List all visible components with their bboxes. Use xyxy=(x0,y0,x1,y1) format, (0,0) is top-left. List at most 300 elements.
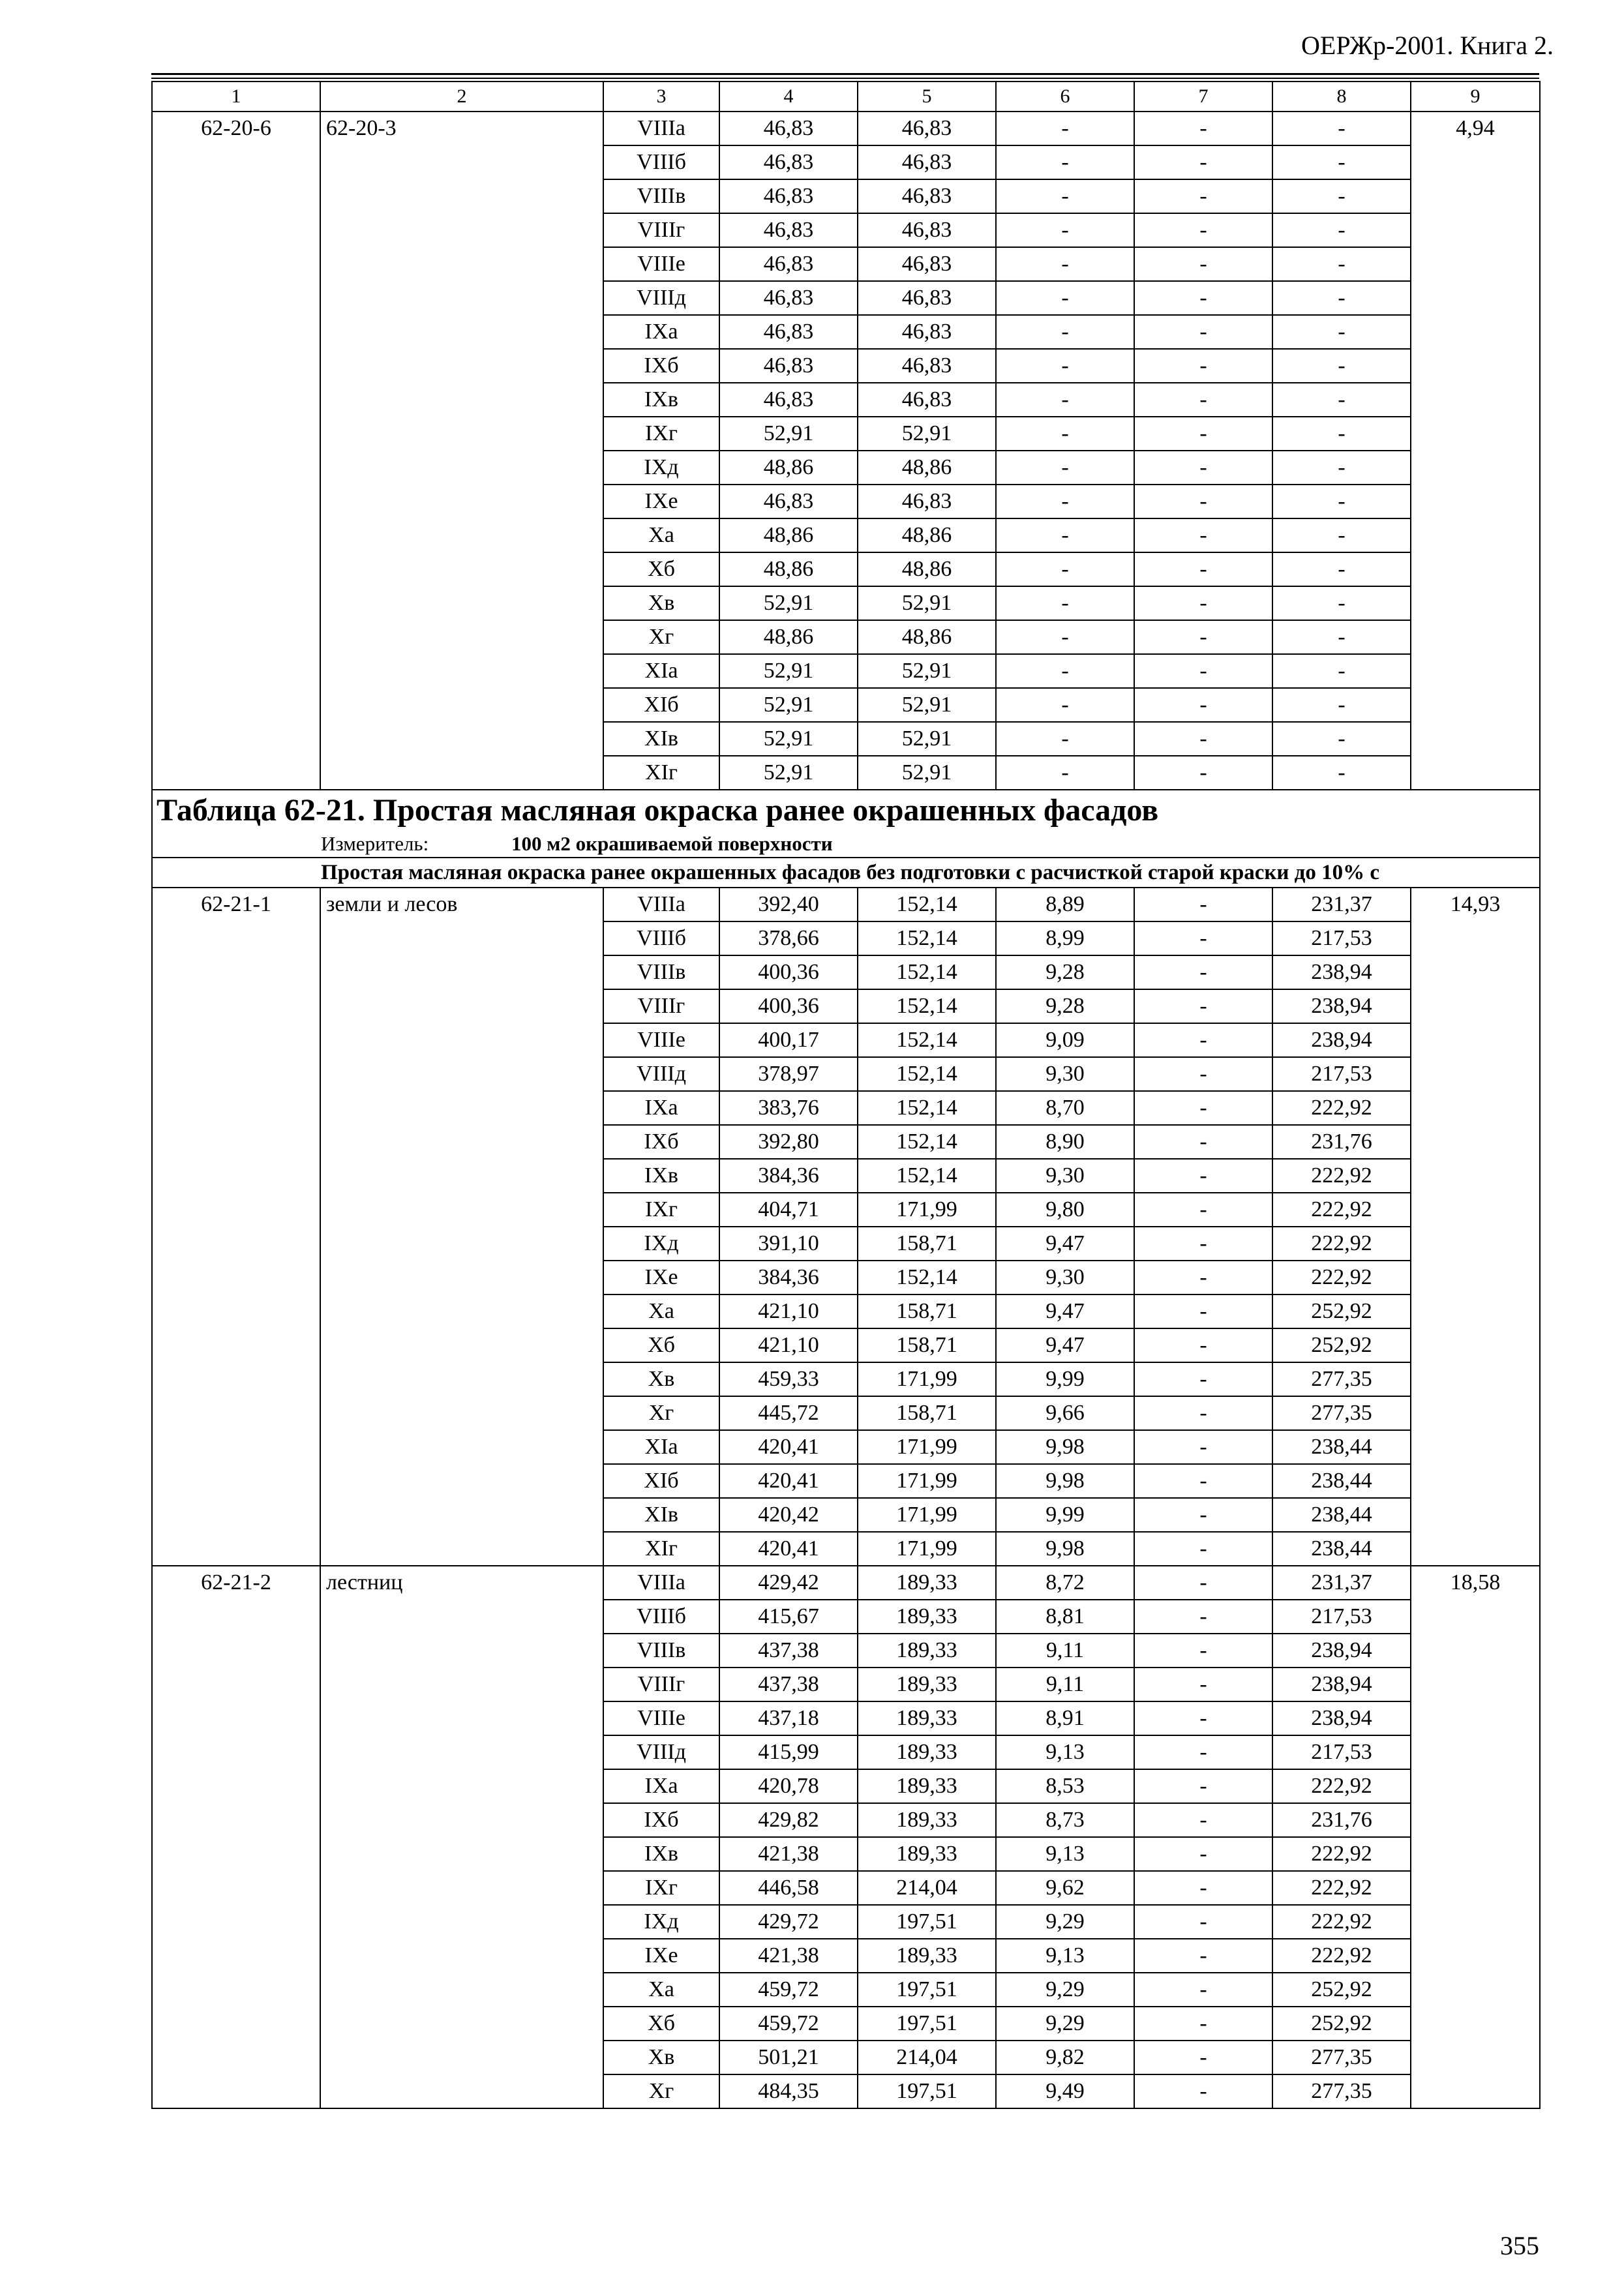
value-cell: 152,14 xyxy=(858,1261,996,1294)
value-cell: 9,66 xyxy=(996,1396,1134,1430)
value-cell: XIб xyxy=(603,1464,719,1498)
item-name: лестниц xyxy=(320,1566,603,2108)
value-cell: - xyxy=(1134,1532,1272,1566)
value-cell: - xyxy=(1134,2041,1272,2074)
column-number: 8 xyxy=(1272,82,1411,112)
value-cell: 415,67 xyxy=(719,1600,858,1634)
value-cell: - xyxy=(996,112,1134,145)
item-code: 62-21-2 xyxy=(152,1566,320,2108)
page-number: 355 xyxy=(1500,2231,1539,2260)
value-cell: 152,14 xyxy=(858,1091,996,1125)
value-cell: Xб xyxy=(603,1328,719,1362)
value-cell: 217,53 xyxy=(1272,1600,1411,1634)
value-cell: 252,92 xyxy=(1272,1328,1411,1362)
value-cell: 48,86 xyxy=(719,518,858,552)
value-cell: 459,72 xyxy=(719,1973,858,2007)
column-number: 3 xyxy=(603,82,719,112)
value-cell: 217,53 xyxy=(1272,921,1411,955)
meter-label: Измеритель: xyxy=(321,832,429,855)
value-cell: - xyxy=(996,586,1134,620)
section-subtitle: Простая масляная окраска ранее окрашенных фасадов без подготовки с расчисткой старой краски до 10% с xyxy=(152,858,1540,888)
value-cell: 197,51 xyxy=(858,1905,996,1939)
column-number: 4 xyxy=(719,82,858,112)
value-cell: 152,14 xyxy=(858,1125,996,1159)
value-cell: 277,35 xyxy=(1272,1396,1411,1430)
table-title-row xyxy=(152,790,1540,831)
value-cell: 222,92 xyxy=(1272,1193,1411,1227)
value-cell: 222,92 xyxy=(1272,1905,1411,1939)
value-cell: 378,97 xyxy=(719,1057,858,1091)
value-cell: 158,71 xyxy=(858,1396,996,1430)
value-cell: 429,42 xyxy=(719,1566,858,1600)
value-cell: - xyxy=(996,518,1134,552)
value-cell: XIб xyxy=(603,688,719,722)
value-cell: 277,35 xyxy=(1272,2041,1411,2074)
value-cell: - xyxy=(1134,1328,1272,1362)
value-cell: IXб xyxy=(603,349,719,383)
value-cell: 8,99 xyxy=(996,921,1134,955)
value-cell: 46,83 xyxy=(719,281,858,315)
value-cell: 222,92 xyxy=(1272,1159,1411,1193)
value-cell: 8,91 xyxy=(996,1701,1134,1735)
value-cell: 252,92 xyxy=(1272,1294,1411,1328)
value-cell: 8,90 xyxy=(996,1125,1134,1159)
value-cell: - xyxy=(1134,1261,1272,1294)
value-cell: - xyxy=(1134,417,1272,451)
value-cell: 420,41 xyxy=(719,1532,858,1566)
value-cell: VIIIг xyxy=(603,989,719,1023)
value-cell: - xyxy=(1134,620,1272,654)
value-cell: 171,99 xyxy=(858,1430,996,1464)
column-number-row xyxy=(152,82,1540,112)
value-cell: 222,92 xyxy=(1272,1091,1411,1125)
value-cell: 171,99 xyxy=(858,1464,996,1498)
value-cell: 384,36 xyxy=(719,1261,858,1294)
value-cell: 222,92 xyxy=(1272,1837,1411,1871)
value-cell: 238,44 xyxy=(1272,1464,1411,1498)
value-cell: - xyxy=(1134,281,1272,315)
value-cell: - xyxy=(1272,586,1411,620)
value-cell: - xyxy=(1272,552,1411,586)
value-cell: 9,28 xyxy=(996,955,1134,989)
value-cell: - xyxy=(996,451,1134,485)
value-cell: - xyxy=(996,179,1134,213)
item-name: земли и лесов xyxy=(320,888,603,1566)
value-cell: VIIIа xyxy=(603,888,719,921)
value-cell: 501,21 xyxy=(719,2041,858,2074)
value-cell: - xyxy=(1134,1023,1272,1057)
value-cell: 217,53 xyxy=(1272,1057,1411,1091)
value-cell: Xв xyxy=(603,586,719,620)
value-cell: 46,83 xyxy=(719,112,858,145)
value-cell: 46,83 xyxy=(719,485,858,518)
value-cell: VIIIб xyxy=(603,145,719,179)
value-cell: IXе xyxy=(603,1939,719,1973)
value-cell: 52,91 xyxy=(719,417,858,451)
value-cell: 238,94 xyxy=(1272,1668,1411,1701)
value-cell: - xyxy=(1272,451,1411,485)
value-cell: - xyxy=(996,654,1134,688)
value-cell: 152,14 xyxy=(858,1057,996,1091)
value-cell: 9,99 xyxy=(996,1498,1134,1532)
column-number: 6 xyxy=(996,82,1134,112)
value-cell: 46,83 xyxy=(719,179,858,213)
value-cell: 9,98 xyxy=(996,1532,1134,1566)
value-cell: - xyxy=(1134,1193,1272,1227)
value-cell: - xyxy=(996,383,1134,417)
value-cell: 384,36 xyxy=(719,1159,858,1193)
value-cell: 48,86 xyxy=(858,451,996,485)
value-cell: - xyxy=(1134,1498,1272,1532)
value-cell: - xyxy=(1134,1735,1272,1769)
value-cell: 421,10 xyxy=(719,1294,858,1328)
value-cell: - xyxy=(1272,417,1411,451)
column-number: 7 xyxy=(1134,82,1272,112)
column-number: 9 xyxy=(1411,82,1540,112)
value-cell: 392,40 xyxy=(719,888,858,921)
value-cell: 9,47 xyxy=(996,1294,1134,1328)
value-cell: - xyxy=(996,349,1134,383)
value-cell: - xyxy=(1134,349,1272,383)
value-cell: 46,83 xyxy=(858,179,996,213)
value-cell: - xyxy=(1134,2007,1272,2041)
value-cell: 391,10 xyxy=(719,1227,858,1261)
value-cell: - xyxy=(1272,281,1411,315)
value-cell: VIIIд xyxy=(603,1735,719,1769)
value-cell: - xyxy=(1134,888,1272,921)
value-cell: - xyxy=(1272,315,1411,349)
value-cell: - xyxy=(1134,247,1272,281)
subtitle-row xyxy=(152,858,1540,888)
value-cell: 46,83 xyxy=(858,485,996,518)
value-cell: - xyxy=(1134,586,1272,620)
value-cell: 46,83 xyxy=(719,213,858,247)
value-cell: - xyxy=(1134,1430,1272,1464)
value-cell: - xyxy=(1272,349,1411,383)
value-cell: - xyxy=(1134,1905,1272,1939)
value-cell: 400,17 xyxy=(719,1023,858,1057)
value-cell: XIа xyxy=(603,654,719,688)
value-cell: - xyxy=(996,722,1134,756)
value-cell: 238,94 xyxy=(1272,1023,1411,1057)
value-cell: VIIIа xyxy=(603,1566,719,1600)
value-cell: - xyxy=(1134,688,1272,722)
value-cell: 158,71 xyxy=(858,1227,996,1261)
value-cell: 48,86 xyxy=(858,518,996,552)
value-cell: 52,91 xyxy=(719,654,858,688)
value-cell: 189,33 xyxy=(858,1837,996,1871)
value-cell: - xyxy=(1134,1159,1272,1193)
value-cell: 231,37 xyxy=(1272,1566,1411,1600)
value-cell: 46,83 xyxy=(719,315,858,349)
value-cell: 52,91 xyxy=(858,722,996,756)
value-cell: - xyxy=(1272,179,1411,213)
value-cell: Xг xyxy=(603,620,719,654)
value-cell: - xyxy=(1134,1057,1272,1091)
value-cell: - xyxy=(1272,722,1411,756)
value-cell: IXг xyxy=(603,1193,719,1227)
value-cell: 9,30 xyxy=(996,1057,1134,1091)
value-cell: - xyxy=(1134,1803,1272,1837)
value-cell: 459,33 xyxy=(719,1362,858,1396)
value-cell: - xyxy=(1134,722,1272,756)
value-cell: VIIIд xyxy=(603,281,719,315)
value-cell: - xyxy=(1134,1634,1272,1668)
value-cell: 9,28 xyxy=(996,989,1134,1023)
value-cell: Xг xyxy=(603,2074,719,2108)
value-cell: - xyxy=(1134,1871,1272,1905)
value-cell: 400,36 xyxy=(719,989,858,1023)
value-cell: 222,92 xyxy=(1272,1871,1411,1905)
value-cell: - xyxy=(996,213,1134,247)
value-cell: 197,51 xyxy=(858,2074,996,2108)
value-cell: 171,99 xyxy=(858,1362,996,1396)
value-cell: 459,72 xyxy=(719,2007,858,2041)
value-cell: - xyxy=(1134,756,1272,790)
value-cell: 222,92 xyxy=(1272,1769,1411,1803)
value-cell: 383,76 xyxy=(719,1091,858,1125)
value-cell: 46,83 xyxy=(719,145,858,179)
table-title: Таблица 62-21. Простая масляная окраска ранее окрашенных фасадов xyxy=(152,790,1540,831)
value-cell: VIIIе xyxy=(603,1701,719,1735)
value-cell: - xyxy=(1134,989,1272,1023)
table-row xyxy=(152,112,1540,145)
value-cell: 189,33 xyxy=(858,1634,996,1668)
value-cell: 46,83 xyxy=(858,383,996,417)
value-cell: - xyxy=(1134,1566,1272,1600)
value-cell: 46,83 xyxy=(858,213,996,247)
value-cell: 46,83 xyxy=(858,315,996,349)
value-cell: VIIIг xyxy=(603,1668,719,1701)
value-cell: 420,78 xyxy=(719,1769,858,1803)
labor-cost: 4,94 xyxy=(1411,112,1540,790)
value-cell: 421,38 xyxy=(719,1837,858,1871)
value-cell: 189,33 xyxy=(858,1735,996,1769)
value-cell: 214,04 xyxy=(858,2041,996,2074)
value-cell: - xyxy=(1134,518,1272,552)
value-cell: 46,83 xyxy=(858,145,996,179)
value-cell: - xyxy=(1134,1362,1272,1396)
value-cell: 9,13 xyxy=(996,1939,1134,1973)
value-cell: - xyxy=(1134,1227,1272,1261)
value-cell: - xyxy=(1134,1294,1272,1328)
value-cell: 52,91 xyxy=(719,688,858,722)
value-cell: 152,14 xyxy=(858,1159,996,1193)
value-cell: 171,99 xyxy=(858,1193,996,1227)
value-cell: - xyxy=(1272,485,1411,518)
header-rule-thin xyxy=(151,78,1539,79)
value-cell: 52,91 xyxy=(858,688,996,722)
value-cell: 152,14 xyxy=(858,888,996,921)
value-cell: IXг xyxy=(603,1871,719,1905)
value-cell: 152,14 xyxy=(858,989,996,1023)
value-cell: 437,38 xyxy=(719,1634,858,1668)
value-cell: 277,35 xyxy=(1272,1362,1411,1396)
value-cell: XIв xyxy=(603,722,719,756)
value-cell: VIIIб xyxy=(603,1600,719,1634)
value-cell: 9,29 xyxy=(996,2007,1134,2041)
value-cell: 197,51 xyxy=(858,2007,996,2041)
table-row xyxy=(152,1566,1540,1600)
value-cell: - xyxy=(1134,1939,1272,1973)
value-cell: 52,91 xyxy=(719,722,858,756)
value-cell: IXа xyxy=(603,1769,719,1803)
value-cell: 9,82 xyxy=(996,2041,1134,2074)
value-cell: - xyxy=(996,145,1134,179)
value-cell: - xyxy=(1134,921,1272,955)
value-cell: 437,18 xyxy=(719,1701,858,1735)
value-cell: 9,11 xyxy=(996,1668,1134,1701)
value-cell: IXв xyxy=(603,1159,719,1193)
value-cell: - xyxy=(996,552,1134,586)
value-cell: 46,83 xyxy=(719,349,858,383)
value-cell: 9,47 xyxy=(996,1227,1134,1261)
value-cell: - xyxy=(1272,688,1411,722)
value-cell: 252,92 xyxy=(1272,1973,1411,2007)
table-row xyxy=(152,888,1540,921)
value-cell: Xа xyxy=(603,518,719,552)
value-cell: IXа xyxy=(603,315,719,349)
value-cell: 446,58 xyxy=(719,1871,858,1905)
value-cell: - xyxy=(1134,1600,1272,1634)
value-cell: - xyxy=(996,688,1134,722)
value-cell: - xyxy=(996,247,1134,281)
value-cell: 189,33 xyxy=(858,1939,996,1973)
value-cell: - xyxy=(1272,620,1411,654)
value-cell: XIг xyxy=(603,1532,719,1566)
meter-line xyxy=(152,831,1540,858)
value-cell: - xyxy=(1134,1091,1272,1125)
value-cell: - xyxy=(1134,451,1272,485)
value-cell: - xyxy=(1134,213,1272,247)
value-cell: - xyxy=(1134,1973,1272,2007)
value-cell: - xyxy=(1272,756,1411,790)
value-cell: 217,53 xyxy=(1272,1735,1411,1769)
value-cell: - xyxy=(1272,383,1411,417)
value-cell: 420,41 xyxy=(719,1464,858,1498)
price-table xyxy=(151,81,1541,2109)
value-cell: 189,33 xyxy=(858,1769,996,1803)
value-cell: 9,09 xyxy=(996,1023,1134,1057)
value-cell: - xyxy=(1272,213,1411,247)
value-cell: XIа xyxy=(603,1430,719,1464)
value-cell: 277,35 xyxy=(1272,2074,1411,2108)
value-cell: XIг xyxy=(603,756,719,790)
item-name: 62-20-3 xyxy=(320,112,603,790)
value-cell: 48,86 xyxy=(719,620,858,654)
value-cell: - xyxy=(1134,485,1272,518)
value-cell: - xyxy=(1134,1464,1272,1498)
value-cell: VIIIа xyxy=(603,112,719,145)
value-cell: 9,30 xyxy=(996,1261,1134,1294)
value-cell: - xyxy=(996,281,1134,315)
value-cell: - xyxy=(1134,1396,1272,1430)
value-cell: - xyxy=(1272,112,1411,145)
value-cell: XIв xyxy=(603,1498,719,1532)
value-cell: 8,89 xyxy=(996,888,1134,921)
value-cell: 238,94 xyxy=(1272,989,1411,1023)
value-cell: 252,92 xyxy=(1272,2007,1411,2041)
value-cell: 429,82 xyxy=(719,1803,858,1837)
value-cell: IXд xyxy=(603,451,719,485)
value-cell: 9,80 xyxy=(996,1193,1134,1227)
value-cell: IXа xyxy=(603,1091,719,1125)
meter-value: 100 м2 окрашиваемой поверхности xyxy=(511,832,833,855)
value-cell: 9,11 xyxy=(996,1634,1134,1668)
value-cell: - xyxy=(996,620,1134,654)
value-cell: VIIIв xyxy=(603,955,719,989)
value-cell: 9,49 xyxy=(996,2074,1134,2108)
value-cell: IXе xyxy=(603,1261,719,1294)
value-cell: IXб xyxy=(603,1125,719,1159)
value-cell: 52,91 xyxy=(719,586,858,620)
value-cell: IXг xyxy=(603,417,719,451)
item-code: 62-20-6 xyxy=(152,112,320,790)
value-cell: - xyxy=(1134,145,1272,179)
value-cell: 152,14 xyxy=(858,921,996,955)
value-cell: - xyxy=(1134,383,1272,417)
value-cell: - xyxy=(1134,1668,1272,1701)
value-cell: Xв xyxy=(603,2041,719,2074)
value-cell: 222,92 xyxy=(1272,1939,1411,1973)
value-cell: 52,91 xyxy=(858,654,996,688)
value-cell: VIIIб xyxy=(603,921,719,955)
value-cell: 9,29 xyxy=(996,1973,1134,2007)
value-cell: 238,44 xyxy=(1272,1498,1411,1532)
value-cell: 158,71 xyxy=(858,1328,996,1362)
value-cell: 189,33 xyxy=(858,1566,996,1600)
value-cell: 52,91 xyxy=(858,756,996,790)
value-cell: 231,37 xyxy=(1272,888,1411,921)
value-cell: 197,51 xyxy=(858,1973,996,2007)
value-cell: VIIIг xyxy=(603,213,719,247)
column-number: 5 xyxy=(858,82,996,112)
value-cell: 9,29 xyxy=(996,1905,1134,1939)
running-header: ОЕРЖр-2001. Книга 2. xyxy=(1301,31,1554,60)
value-cell: 171,99 xyxy=(858,1498,996,1532)
value-cell: 392,80 xyxy=(719,1125,858,1159)
value-cell: Xб xyxy=(603,2007,719,2041)
value-cell: Xа xyxy=(603,1973,719,2007)
value-cell: - xyxy=(1134,315,1272,349)
value-cell: Xв xyxy=(603,1362,719,1396)
value-cell: 48,86 xyxy=(858,552,996,586)
value-cell: 9,98 xyxy=(996,1464,1134,1498)
value-cell: 421,38 xyxy=(719,1939,858,1973)
meter-row xyxy=(152,831,1540,858)
value-cell: 46,83 xyxy=(858,281,996,315)
value-cell: - xyxy=(1134,1701,1272,1735)
value-cell: VIIIд xyxy=(603,1057,719,1091)
value-cell: 421,10 xyxy=(719,1328,858,1362)
value-cell: - xyxy=(1134,2074,1272,2108)
column-number: 2 xyxy=(320,82,603,112)
value-cell: 171,99 xyxy=(858,1532,996,1566)
value-cell: 189,33 xyxy=(858,1668,996,1701)
value-cell: 189,33 xyxy=(858,1600,996,1634)
value-cell: IXв xyxy=(603,1837,719,1871)
value-cell: 48,86 xyxy=(719,552,858,586)
value-cell: 429,72 xyxy=(719,1905,858,1939)
value-cell: - xyxy=(1272,518,1411,552)
value-cell: - xyxy=(1134,654,1272,688)
value-cell: 238,94 xyxy=(1272,1701,1411,1735)
value-cell: - xyxy=(996,315,1134,349)
value-cell: 445,72 xyxy=(719,1396,858,1430)
value-cell: 420,41 xyxy=(719,1430,858,1464)
value-cell: - xyxy=(1134,179,1272,213)
value-cell: - xyxy=(1134,552,1272,586)
